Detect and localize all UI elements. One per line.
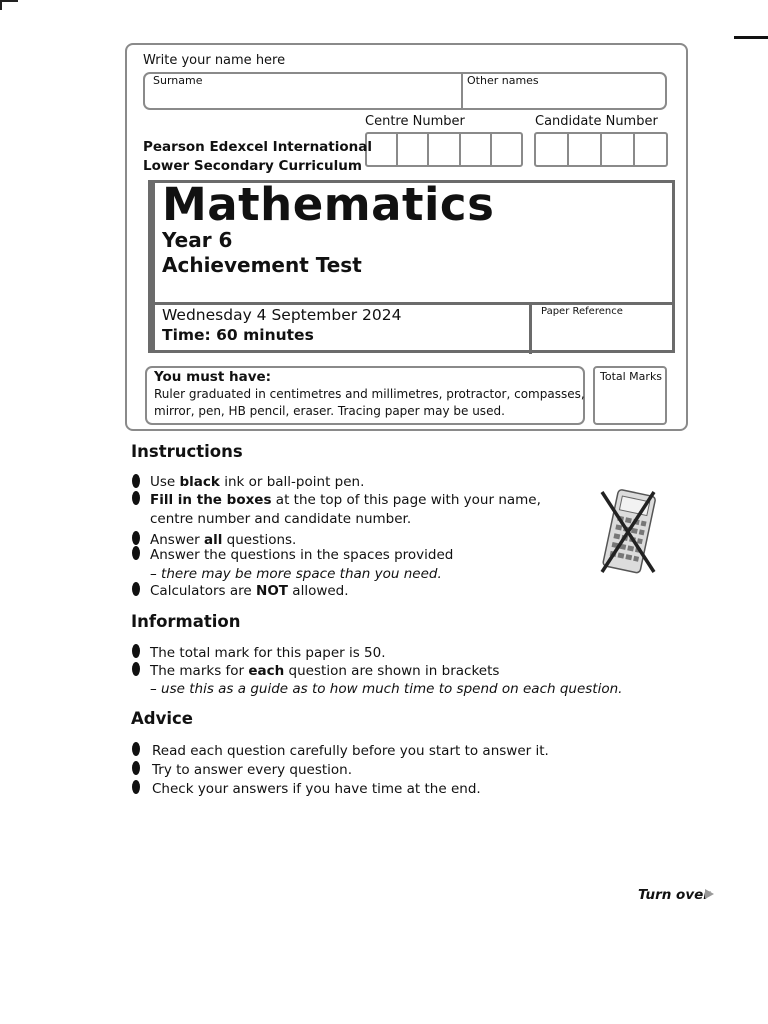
crop-mark xyxy=(0,0,2,10)
bullet-icon xyxy=(132,780,140,794)
instruction-continuation: centre number and candidate number. xyxy=(150,511,412,527)
advice-heading: Advice xyxy=(131,709,193,728)
subject-title: Mathematics xyxy=(162,178,495,231)
information-note: – use this as a guide as to how much time to spend on each question. xyxy=(150,681,623,697)
name-box[interactable] xyxy=(143,72,667,110)
surname-label: Surname xyxy=(153,74,203,87)
bullet-icon xyxy=(132,582,140,596)
other-names-label: Other names xyxy=(467,74,539,87)
candidate-number-label: Candidate Number xyxy=(535,114,658,129)
equipment-line-1: Ruler graduated in centimetres and millimetres, protractor, compasses, xyxy=(154,387,585,401)
instructions-heading: Instructions xyxy=(131,442,243,461)
bullet-icon xyxy=(132,742,140,756)
advice-item: Check your answers if you have time at the end. xyxy=(152,781,481,797)
no-calculator-icon xyxy=(596,488,660,576)
bullet-icon xyxy=(132,662,140,676)
write-name-label: Write your name here xyxy=(143,53,286,68)
instruction-item: Use black ink or ball-point pen. xyxy=(150,474,365,490)
turn-over-label: Turn over xyxy=(638,887,710,903)
crop-mark xyxy=(0,0,18,2)
instruction-item: Answer the questions in the spaces provided xyxy=(150,547,454,563)
information-item: The total mark for this paper is 50. xyxy=(150,645,386,661)
year-label: Year 6 xyxy=(162,228,233,252)
exam-date: Wednesday 4 September 2024 xyxy=(162,306,402,324)
margin-mark xyxy=(734,36,768,39)
instruction-item: Answer all questions. xyxy=(150,532,297,548)
curriculum-line-2: Lower Secondary Curriculum xyxy=(143,158,362,174)
instruction-item: Fill in the boxes at the top of this page with your name, xyxy=(150,492,541,508)
paper-reference-label: Paper Reference xyxy=(541,306,623,317)
you-must-have-heading: You must have: xyxy=(154,369,272,385)
test-name: Achievement Test xyxy=(162,253,362,277)
centre-number-boxes[interactable] xyxy=(365,132,523,167)
curriculum-line-1: Pearson Edexcel International xyxy=(143,139,372,155)
instruction-note: – there may be more space than you need. xyxy=(150,566,442,582)
centre-number-label: Centre Number xyxy=(365,114,465,129)
bullet-icon xyxy=(132,531,140,545)
bullet-icon xyxy=(132,644,140,658)
instruction-item: Calculators are NOT allowed. xyxy=(150,583,349,599)
exam-time: Time: 60 minutes xyxy=(162,326,314,344)
bullet-icon xyxy=(132,546,140,560)
advice-item: Try to answer every question. xyxy=(152,762,353,778)
candidate-number-boxes[interactable] xyxy=(534,132,668,167)
bullet-icon xyxy=(132,761,140,775)
total-marks-label: Total Marks xyxy=(600,370,663,383)
bullet-icon xyxy=(132,491,140,505)
advice-item: Read each question carefully before you start to answer it. xyxy=(152,743,549,759)
triangle-right-icon xyxy=(705,889,714,899)
bullet-icon xyxy=(132,474,140,488)
information-item: The marks for each question are shown in brackets xyxy=(150,663,500,679)
information-heading: Information xyxy=(131,612,241,631)
equipment-line-2: mirror, pen, HB pencil, eraser. Tracing paper may be used. xyxy=(154,404,505,418)
